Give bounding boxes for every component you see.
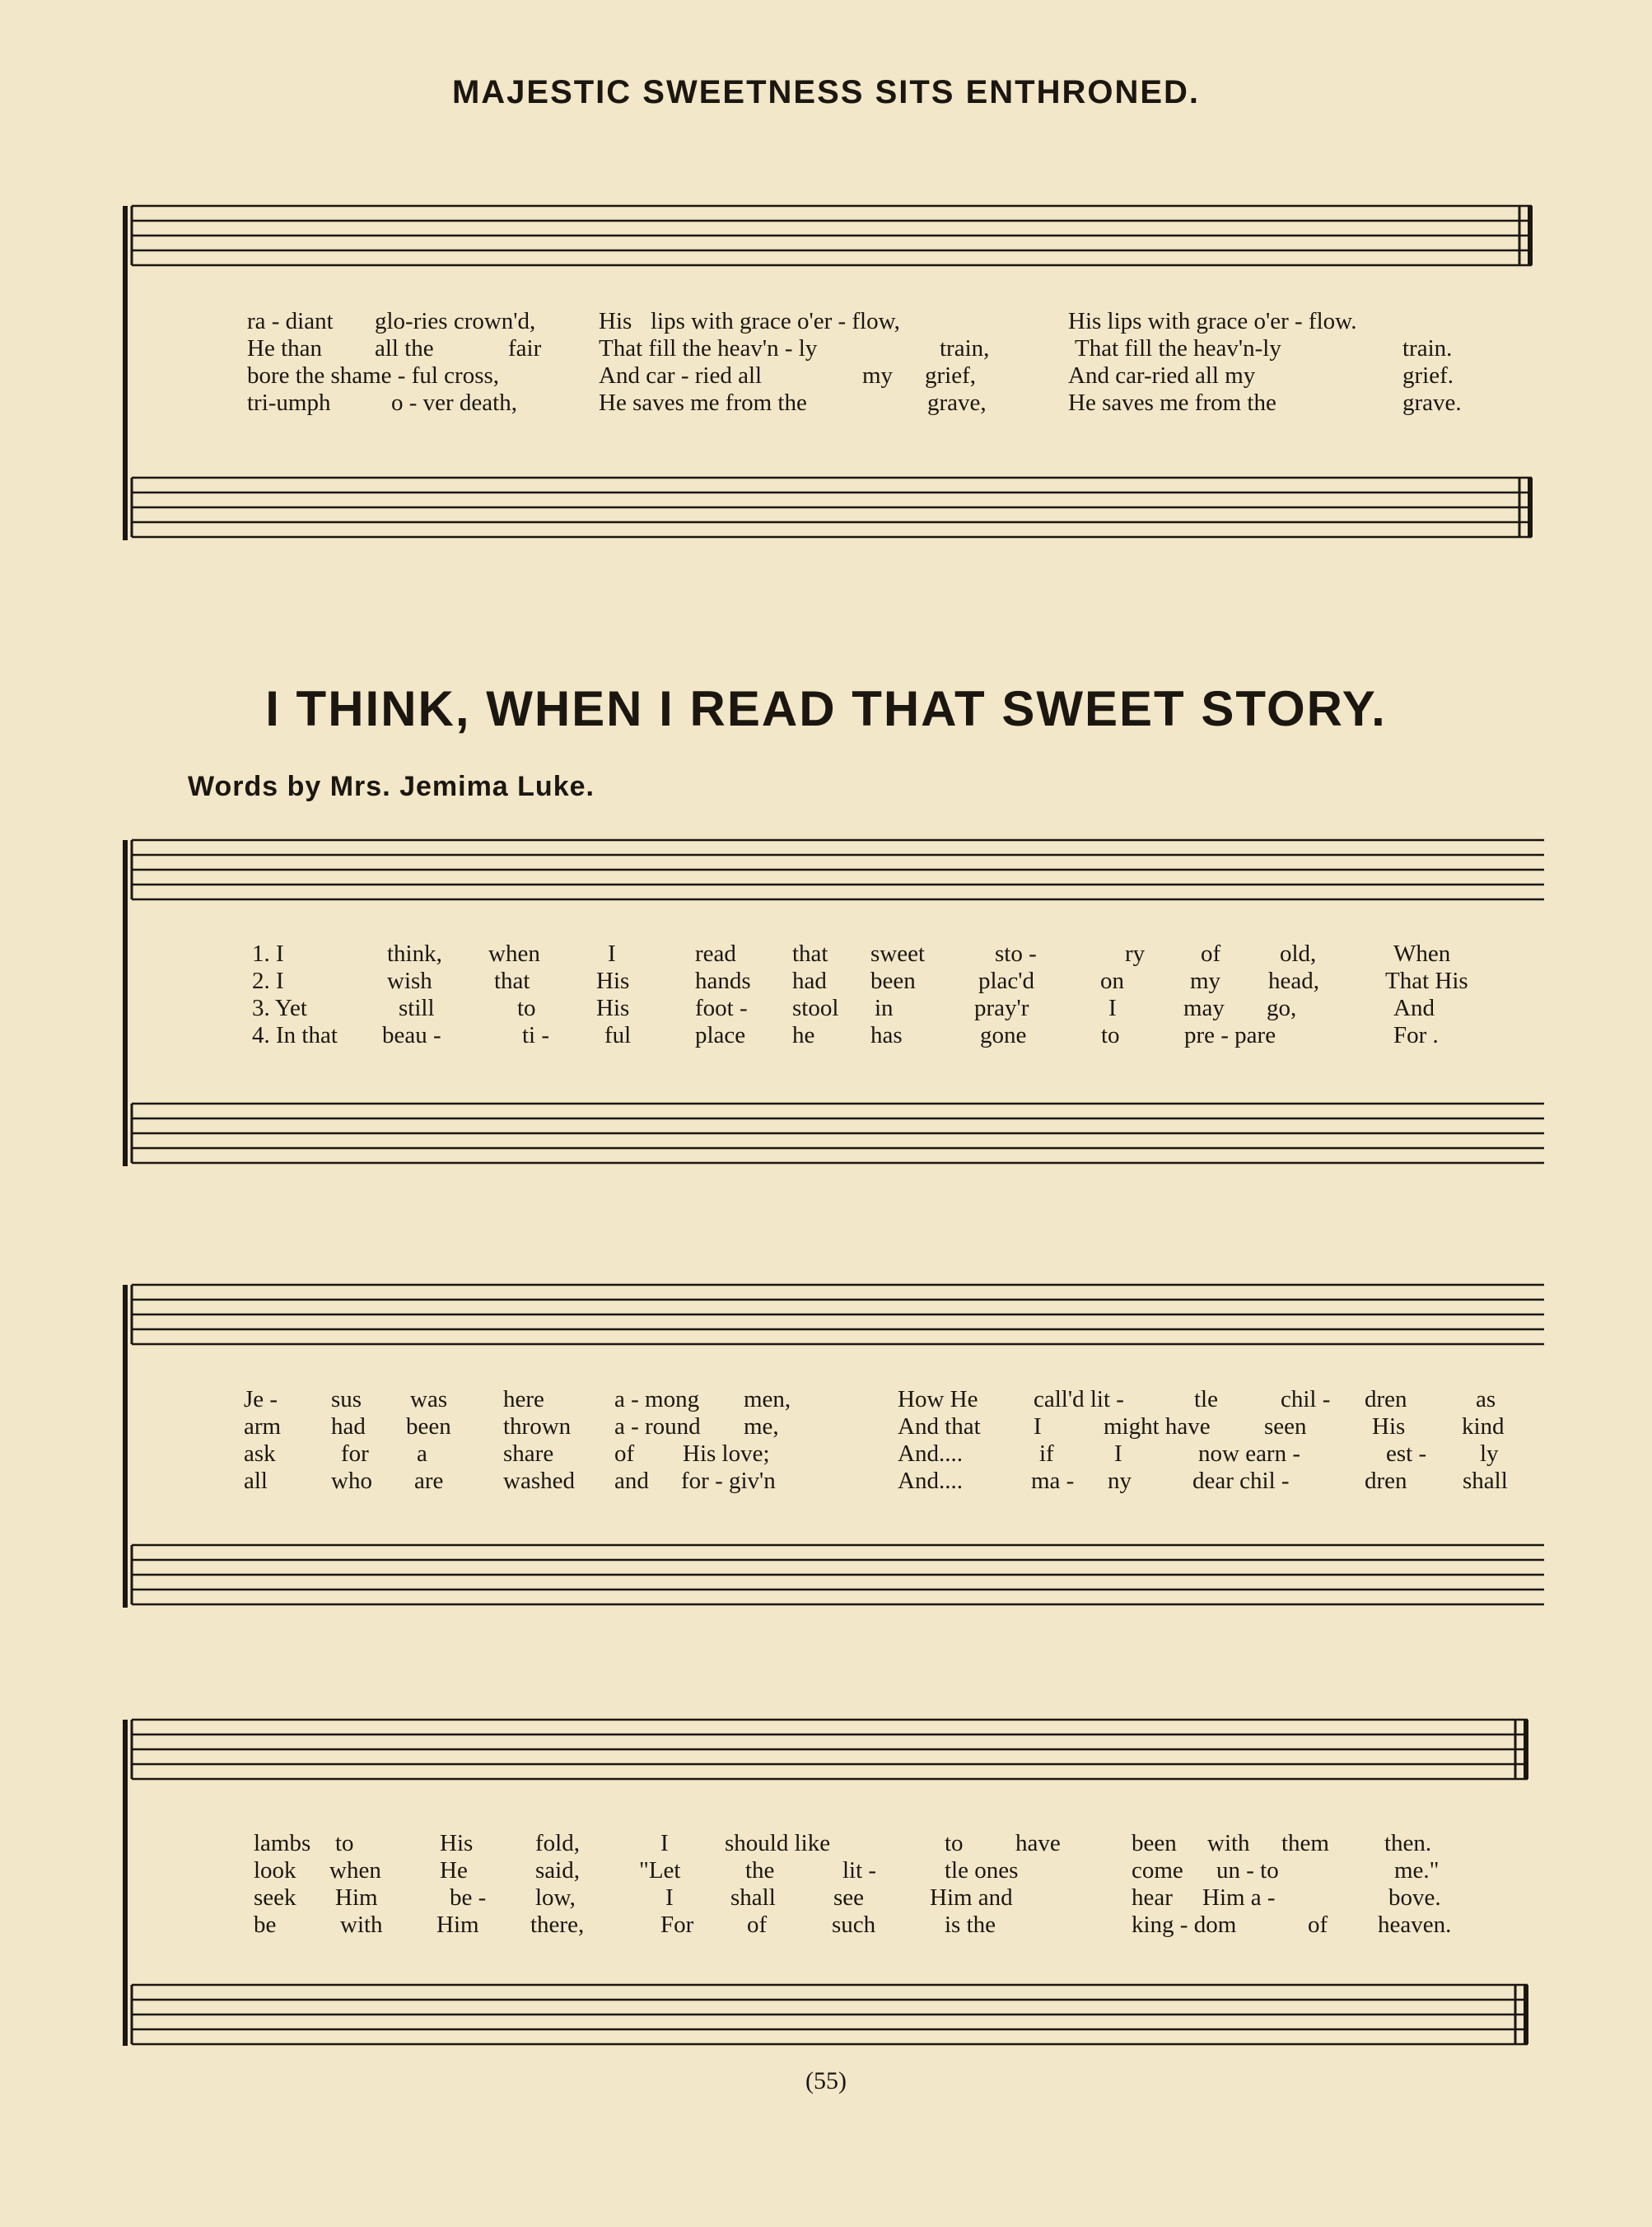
lyric-syllable: sus: [331, 1386, 362, 1412]
lyric-syllable: washed: [503, 1468, 575, 1494]
lyric-syllable: said,: [535, 1857, 580, 1884]
lyric-syllable: bove.: [1388, 1884, 1441, 1911]
lyric-syllable: tle: [1194, 1386, 1218, 1412]
lyric-syllable: head,: [1268, 968, 1319, 994]
lyric-syllable: for: [341, 1440, 369, 1467]
lyric-syllable: shall: [1463, 1468, 1508, 1494]
lyric-syllable: His: [599, 308, 632, 334]
lyric-syllable: with: [340, 1912, 383, 1938]
hymn1-system-bar: [0, 206, 1652, 544]
lyric-syllable: pray'r: [974, 995, 1029, 1021]
lyric-syllable: a - round: [614, 1413, 701, 1440]
lyric-syllable: And....: [898, 1440, 963, 1467]
lyric-syllable: That His: [1385, 968, 1468, 994]
lyric-syllable: to: [1101, 1022, 1120, 1048]
lyric-syllable: had: [792, 968, 827, 994]
lyric-syllable: grief,: [925, 362, 976, 389]
lyric-syllable: that: [494, 968, 530, 994]
lyric-syllable: And car-ried all my: [1068, 362, 1256, 389]
page-number: (55): [805, 2067, 847, 2094]
lyric-syllable: I: [665, 1884, 674, 1911]
lyric-syllable: stool: [792, 995, 839, 1021]
lyric-syllable: of: [1201, 941, 1221, 967]
lyric-syllable: been: [870, 968, 916, 994]
lyric-syllable: all: [244, 1468, 268, 1494]
lyric-syllable: dren: [1365, 1386, 1407, 1412]
lyric-syllable: plac'd: [978, 968, 1035, 994]
lyric-syllable: might have: [1104, 1413, 1211, 1440]
hymn2-credit: Words by Mrs. Jemima Luke.: [188, 771, 595, 802]
lyric-syllable: train,: [940, 335, 990, 362]
lyric-syllable: gone: [980, 1022, 1027, 1048]
lyric-syllable: king - dom: [1132, 1912, 1237, 1938]
lyric-syllable: the: [745, 1857, 775, 1884]
lyric-syllable: me,: [744, 1413, 779, 1440]
lyric-syllable: has: [870, 1022, 903, 1048]
lyric-syllable: when: [488, 941, 540, 967]
lyric-syllable: lit -: [842, 1857, 877, 1884]
lyric-syllable: as: [1476, 1386, 1496, 1412]
lyric-syllable: I: [1108, 995, 1117, 1021]
lyric-syllable: dear chil -: [1192, 1468, 1290, 1494]
lyric-syllable: est -: [1386, 1440, 1427, 1467]
lyric-syllable: I: [1114, 1440, 1122, 1467]
lyric-syllable: heaven.: [1378, 1912, 1452, 1938]
lyric-syllable: He saves me from the: [1068, 390, 1276, 416]
lyric-syllable: grave,: [927, 390, 987, 416]
lyric-syllable: His: [1372, 1413, 1406, 1440]
lyric-syllable: grave.: [1402, 390, 1462, 416]
lyric-syllable: I: [660, 1830, 669, 1856]
lyric-syllable: 3. Yet: [252, 995, 307, 1021]
lyric-syllable: with: [1207, 1830, 1250, 1856]
lyric-syllable: is the: [945, 1912, 996, 1938]
lyric-syllable: train.: [1402, 335, 1453, 362]
lyric-syllable: see: [833, 1884, 865, 1911]
lyric-syllable: go,: [1267, 995, 1297, 1021]
lyric-syllable: wish: [387, 968, 432, 994]
lyric-syllable: may: [1183, 995, 1225, 1021]
lyric-syllable: And....: [898, 1468, 963, 1494]
lyric-syllable: here: [503, 1386, 544, 1412]
lyric-syllable: He than: [247, 335, 322, 362]
lyric-syllable: He: [440, 1857, 468, 1884]
lyric-syllable: he: [792, 1022, 815, 1048]
lyric-syllable: glo-ries crown'd,: [375, 308, 536, 334]
lyric-syllable: His love;: [683, 1440, 770, 1467]
lyric-syllable: ra - diant: [247, 308, 334, 334]
lyric-syllable: to: [945, 1830, 964, 1856]
lyric-syllable: foot -: [695, 995, 748, 1021]
lyric-syllable: call'd lit -: [1034, 1386, 1124, 1412]
lyric-syllable: such: [832, 1912, 876, 1938]
lyric-syllable: place: [695, 1022, 746, 1048]
lyric-syllable: them: [1281, 1830, 1329, 1856]
lyric-syllable: o - ver death,: [391, 390, 517, 416]
lyric-syllable: Him and: [930, 1884, 1013, 1911]
hymn2-system1-bar: [0, 840, 1652, 1170]
lyric-syllable: to: [517, 995, 536, 1021]
lyric-syllable: That fill the heav'n-ly: [1075, 335, 1281, 362]
lyric-syllable: sto -: [995, 941, 1037, 967]
lyric-syllable: been: [406, 1413, 451, 1440]
lyric-syllable: there,: [530, 1912, 585, 1938]
lyric-syllable: and: [614, 1468, 649, 1494]
lyric-syllable: on: [1100, 968, 1124, 994]
lyric-syllable: For: [660, 1912, 694, 1938]
lyric-syllable: fold,: [535, 1830, 580, 1856]
lyric-syllable: sweet: [870, 941, 926, 967]
lyric-syllable: seen: [1264, 1413, 1307, 1440]
lyric-syllable: my: [1190, 968, 1221, 994]
lyric-syllable: hands: [695, 968, 751, 994]
lyric-syllable: His: [596, 968, 630, 994]
lyric-syllable: now earn -: [1198, 1440, 1301, 1467]
lyric-syllable: a - mong: [614, 1386, 700, 1412]
lyric-syllable: Je -: [244, 1386, 278, 1412]
lyric-syllable: 4. In that: [252, 1022, 338, 1048]
lyric-syllable: men,: [744, 1386, 791, 1412]
lyric-syllable: dren: [1365, 1468, 1407, 1494]
lyric-syllable: of: [1308, 1912, 1328, 1938]
lyric-syllable: of: [614, 1440, 635, 1467]
lyric-syllable: in: [875, 995, 894, 1021]
lyric-syllable: still: [399, 995, 435, 1021]
lyric-syllable: when: [329, 1857, 381, 1884]
hymn2-title: I THINK, WHEN I READ THAT SWEET STORY.: [265, 681, 1387, 736]
lyric-syllable: un - to: [1216, 1857, 1279, 1884]
lyric-syllable: are: [414, 1468, 444, 1494]
lyric-syllable: ti -: [522, 1022, 550, 1048]
lyric-syllable: have: [1015, 1830, 1061, 1856]
lyric-syllable: thrown: [503, 1413, 572, 1440]
lyric-syllable: ly: [1480, 1440, 1499, 1467]
lyric-syllable: And that: [898, 1413, 981, 1440]
lyric-syllable: should like: [725, 1830, 831, 1856]
lyric-syllable: ry: [1125, 941, 1146, 967]
hymn2-system2-bar: [0, 1285, 1652, 1614]
lyric-syllable: And car - ried all: [599, 362, 763, 389]
lyric-syllable: Him a -: [1202, 1884, 1276, 1911]
lyric-syllable: arm: [244, 1413, 282, 1440]
hymn2-system3-bar: [0, 1720, 1652, 2049]
lyric-syllable: kind: [1462, 1413, 1505, 1440]
lyric-syllable: lips with grace o'er - flow,: [651, 308, 900, 334]
lyric-syllable: 1. I: [252, 941, 284, 967]
lyric-syllable: share: [503, 1440, 554, 1467]
lyric-syllable: shall: [730, 1884, 776, 1911]
lyric-syllable: Him: [335, 1884, 378, 1911]
lyric-syllable: tri-umph: [247, 390, 331, 416]
lyric-syllable: tle ones: [945, 1857, 1019, 1884]
lyric-syllable: How He: [898, 1386, 978, 1412]
lyric-syllable: that: [792, 941, 828, 967]
lyric-syllable: come: [1132, 1857, 1183, 1884]
lyric-syllable: if: [1039, 1440, 1054, 1467]
lyric-syllable: me.": [1394, 1857, 1440, 1884]
lyric-syllable: fair: [508, 335, 542, 362]
lyric-syllable: His: [440, 1830, 474, 1856]
lyric-syllable: who: [331, 1468, 372, 1494]
lyric-syllable: ma -: [1031, 1468, 1075, 1494]
lyric-syllable: And: [1393, 995, 1435, 1021]
lyric-syllable: chil -: [1281, 1386, 1331, 1412]
lyric-syllable: ask: [244, 1440, 276, 1467]
lyric-syllable: lambs: [254, 1830, 311, 1856]
lyric-syllable: to: [335, 1830, 354, 1856]
lyric-syllable: Him: [436, 1912, 479, 1938]
lyric-syllable: I: [608, 941, 616, 967]
lyric-syllable: When: [1393, 941, 1451, 967]
lyric-syllable: was: [410, 1386, 448, 1412]
hymn1-title: MAJESTIC SWEETNESS SITS ENTHRONED.: [451, 74, 1201, 110]
lyric-syllable: old,: [1280, 941, 1317, 967]
lyric-syllable: my: [862, 362, 894, 389]
lyric-syllable: be -: [450, 1884, 487, 1911]
lyric-syllable: ny: [1108, 1468, 1132, 1494]
lyric-syllable: of: [747, 1912, 768, 1938]
lyric-syllable: ful: [604, 1022, 632, 1048]
lyric-syllable: seek: [254, 1884, 296, 1911]
lyric-syllable: His lips with grace o'er - flow.: [1068, 308, 1357, 334]
lyric-syllable: For .: [1393, 1022, 1439, 1048]
lyric-syllable: a: [417, 1440, 427, 1467]
lyric-syllable: I: [1034, 1413, 1042, 1440]
lyric-syllable: read: [695, 941, 736, 967]
lyric-syllable: had: [331, 1413, 366, 1440]
lyric-syllable: His: [596, 995, 630, 1021]
lyric-syllable: That fill the heav'n - ly: [599, 335, 818, 362]
lyric-syllable: all the: [375, 335, 434, 362]
lyric-syllable: look: [254, 1857, 296, 1884]
lyric-syllable: hear: [1132, 1884, 1173, 1911]
lyric-syllable: be: [254, 1912, 277, 1938]
lyric-syllable: bore the shame - ful cross,: [247, 362, 500, 389]
lyric-syllable: 2. I: [252, 968, 284, 994]
lyric-syllable: beau -: [382, 1022, 441, 1048]
lyric-syllable: He saves me from the: [599, 390, 807, 416]
lyric-syllable: then.: [1384, 1830, 1432, 1856]
lyric-syllable: been: [1132, 1830, 1177, 1856]
lyric-syllable: for - giv'n: [681, 1468, 776, 1494]
lyric-syllable: pre - pare: [1184, 1022, 1276, 1048]
lyric-syllable: grief.: [1402, 362, 1454, 389]
lyric-syllable: "Let: [639, 1857, 681, 1884]
lyric-syllable: low,: [535, 1884, 576, 1911]
lyric-syllable: think,: [387, 941, 442, 967]
